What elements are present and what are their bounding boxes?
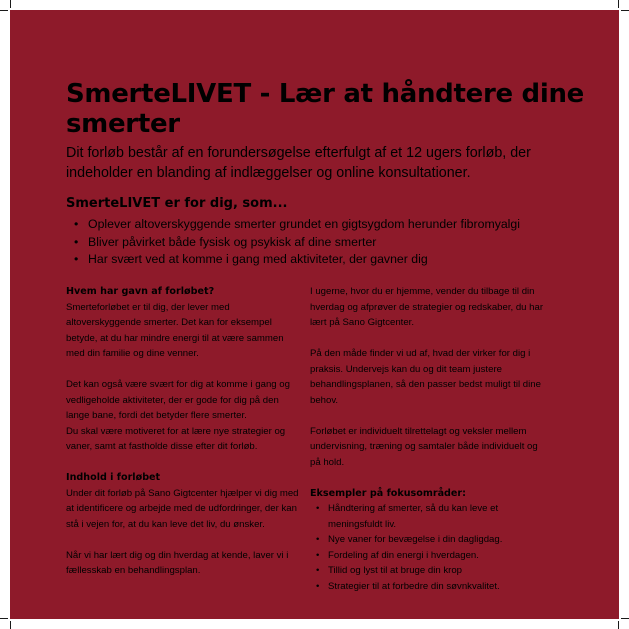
motivation-paragraph: Du skal være motiveret for at lære nye strategier og vaner, samt at fastholde disse efter dit forløb. bbox=[66, 425, 286, 452]
focus-list bbox=[310, 501, 548, 594]
who-benefits-paragraph: Smerteforløbet er til dig, der lever med altoverskyggende smerter. Det kan for eksempel betyde, at du har mindre energi til at være sammen med din familie og dine venner. bbox=[66, 301, 284, 359]
plan-paragraph: Når vi har lært dig og din hverdag at kende, laver vi i fællesskab en behandlingsplan. bbox=[66, 549, 289, 576]
page-title: SmerteLIVET - Lær at håndtere dine smerter bbox=[66, 79, 585, 139]
crop-mark-tr-v bbox=[618, 0, 619, 8]
crop-mark-br-h bbox=[621, 618, 629, 619]
focus-heading: Eksempler på fokusområder: bbox=[310, 487, 466, 499]
difficulty-paragraph: Det kan også være svært for dig at komme i gang og vedligeholde aktiviteter, der er gode for dig på den lange bane, fordi det betyder flere smerter. bbox=[66, 379, 290, 421]
home-weeks-paragraph: I ugerne, hvor du er hjemme, vender du tilbage til din hverdag og afprøver de strategier og redskaber, du har lært på Sano Gigtcenter. bbox=[310, 286, 544, 328]
individual-paragraph: Forløbet er individuelt tilrettelagt og veksler mellem undervisning, træning og samtaler både individuelt og på hold. bbox=[310, 425, 538, 468]
list-item: • Bliver påvirket både fysisk og psykisk af dine smerter bbox=[66, 234, 520, 252]
crop-mark-tl-h bbox=[0, 10, 8, 11]
content-paragraph: Under dit forløb på Sano Gigtcenter hjælper vi dig med at identificere og arbejde med de udfordringer, der kan stå i vejen for, at du kan leve det liv, du ønsker. bbox=[66, 487, 299, 530]
content-heading: Indhold i forløbet bbox=[66, 472, 161, 483]
intro-text: Dit forløb består af en forundersøgelse efterfulgt af et 12 ugers forløb, der indeholder en blanding af indlæggelser og online konsultationer. bbox=[66, 145, 531, 181]
list-item: • Håndtering af smerter, så du kan leve et meningsfuldt liv. bbox=[310, 501, 548, 532]
left-column bbox=[66, 284, 304, 579]
crop-mark-bl-v bbox=[10, 621, 11, 629]
for-you-list bbox=[66, 216, 520, 269]
list-item: • Fordeling af din energi i hverdagen. bbox=[310, 548, 548, 564]
who-benefits-heading: Hvem har gavn af forløbet? bbox=[66, 286, 215, 297]
list-item: • Oplever altoverskyggende smerter grundet en gigtsygdom herunder fibromyalgi bbox=[66, 216, 520, 234]
crop-mark-tl-v bbox=[10, 0, 11, 8]
for-you-heading: SmerteLIVET er for dig, som... bbox=[66, 196, 288, 211]
crop-mark-bl-h bbox=[0, 618, 8, 619]
practice-paragraph: På den måde finder vi ud af, hvad der virker for dig i praksis. Undervejs kan du og dit team justere behandlingsplanen, så den passer bedst muligt til dine behov. bbox=[310, 348, 541, 406]
list-item: • Nye vaner for bevægelse i din dagligdag. bbox=[310, 532, 548, 548]
crop-mark-tr-h bbox=[621, 10, 629, 11]
crop-mark-br-v bbox=[618, 621, 619, 629]
list-item: • Strategier til at forbedre din søvnkvalitet. bbox=[310, 579, 548, 595]
right-column bbox=[310, 284, 548, 594]
list-item: • Tillid og lyst til at bruge din krop bbox=[310, 563, 548, 579]
list-item: • Har svært ved at komme i gang med aktiviteter, der gavner dig bbox=[66, 251, 520, 269]
